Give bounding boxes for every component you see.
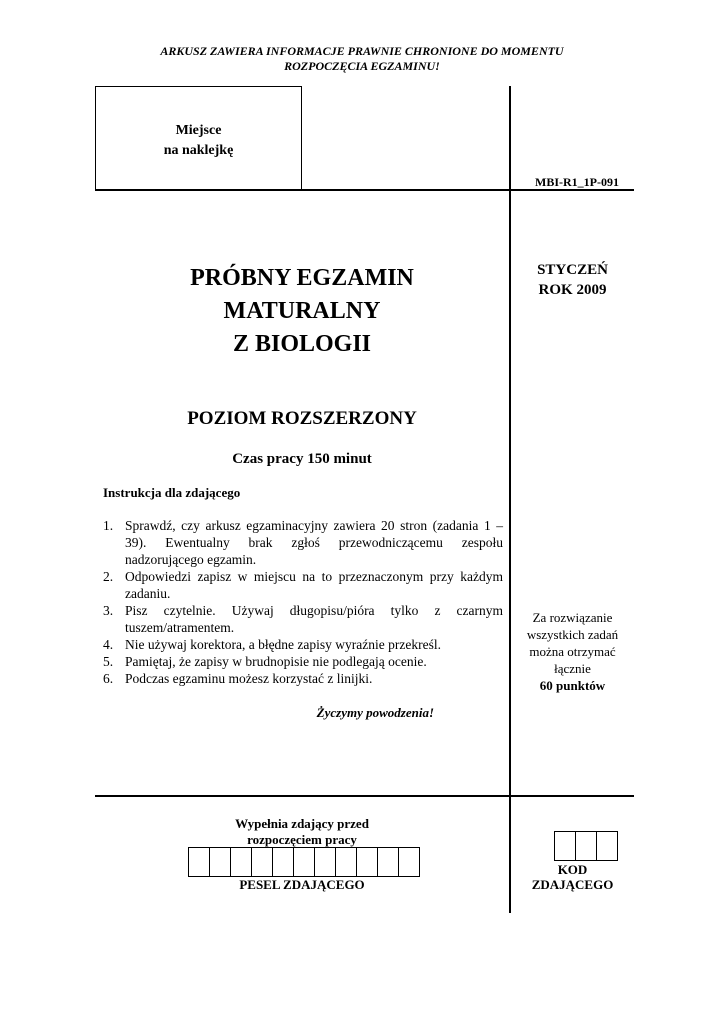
- pesel-digit-box[interactable]: [314, 847, 336, 877]
- legal-notice-line-1: ARKUSZ ZAWIERA INFORMACJE PRAWNIE CHRONIONE DO MOMENTU: [160, 44, 564, 58]
- kod-digit-box[interactable]: [554, 831, 576, 861]
- exam-title-line-2: MATURALNY: [223, 298, 381, 324]
- exam-month: STYCZEŃ: [537, 262, 608, 278]
- legal-notice: [0, 44, 724, 74]
- kod-input-grid: [554, 831, 618, 861]
- pesel-digit-box[interactable]: [377, 847, 399, 877]
- exam-title-line-1: PRÓBNY EGZAMIN: [190, 265, 414, 291]
- exam-time: Czas pracy 150 minut: [232, 451, 372, 467]
- instruction-text: Pamiętaj, że zapisy w brudnopisie nie podlegają ocenie.: [125, 654, 427, 669]
- instruction-item: [103, 653, 503, 670]
- kod-label-line-2: ZDAJĄCEGO: [531, 877, 614, 892]
- kod-digit-box[interactable]: [596, 831, 618, 861]
- exam-title-line-3: Z BIOLOGII: [232, 331, 372, 357]
- points-total: 60 punktów: [539, 678, 606, 693]
- sticker-label-line-2: na naklejkę: [163, 143, 234, 158]
- instruction-item: [103, 670, 503, 687]
- instruction-item: [103, 602, 503, 636]
- bottom-divider: [95, 795, 634, 797]
- pesel-digit-box[interactable]: [272, 847, 294, 877]
- vertical-divider: [509, 86, 511, 913]
- instruction-text: Podczas egzaminu możesz korzystać z linijki.: [125, 671, 373, 686]
- pesel-digit-box[interactable]: [251, 847, 273, 877]
- pesel-label: PESEL ZDAJĄCEGO: [239, 877, 365, 892]
- fill-note-line-1: Wypełnia zdający przed: [235, 816, 369, 831]
- instruction-text: Pisz czytelnie. Używaj długopisu/pióra tylko z czarnym tuszem/atramentem.: [125, 603, 503, 635]
- pesel-digit-box[interactable]: [188, 847, 210, 877]
- instruction-text: Odpowiedzi zapisz w miejscu na to przeznaczonym przy każdym zadaniu.: [125, 569, 503, 601]
- instruction-number: 6.: [103, 671, 114, 686]
- legal-notice-line-2: ROZPOCZĘCIA EGZAMINU!: [284, 59, 440, 73]
- instruction-text: Nie używaj korektora, a błędne zapisy wyraźnie przekreśl.: [125, 637, 441, 652]
- kod-label-line-1: KOD: [557, 862, 588, 877]
- instruction-number: 5.: [103, 654, 114, 669]
- instruction-number: 4.: [103, 637, 114, 652]
- instruction-text: Sprawdź, czy arkusz egzaminacyjny zawiera 20 stron (zadania 1 – 39). Ewentualny brak zgłoś przewodniczącemu zespołu nadzorującego egzamin.: [125, 518, 503, 567]
- pesel-digit-box[interactable]: [398, 847, 420, 877]
- instruction-item: [103, 568, 503, 602]
- exam-level: POZIOM ROZSZERZONY: [187, 408, 417, 429]
- pesel-digit-box[interactable]: [293, 847, 315, 877]
- fill-note-line-2: rozpoczęciem pracy: [247, 832, 357, 847]
- instruction-number: 1.: [103, 518, 114, 533]
- points-info: [511, 609, 634, 694]
- instructions-heading: Instrukcja dla zdającego: [103, 485, 241, 500]
- kod-digit-box[interactable]: [575, 831, 597, 861]
- instruction-number: 3.: [103, 603, 114, 618]
- instruction-item: [103, 517, 503, 568]
- instructions-list: [103, 517, 503, 687]
- kod-label: [511, 862, 634, 892]
- pesel-digit-box[interactable]: [230, 847, 252, 877]
- points-line-2: wszystkich zadań: [526, 627, 619, 642]
- exam-date: [511, 260, 634, 300]
- points-line-1: Za rozwiązanie: [532, 610, 613, 625]
- pesel-digit-box[interactable]: [209, 847, 231, 877]
- exam-title: [95, 262, 509, 361]
- sticker-label-line-1: Miejsce: [175, 123, 222, 138]
- good-luck-wish: Życzymy powodzenia!: [316, 705, 434, 720]
- instruction-item: [103, 636, 503, 653]
- sticker-label: [95, 121, 302, 161]
- pesel-input-grid: [188, 847, 420, 877]
- instruction-number: 2.: [103, 569, 114, 584]
- pesel-digit-box[interactable]: [356, 847, 378, 877]
- fill-note: [188, 816, 416, 848]
- points-line-3: można otrzymać: [529, 644, 616, 659]
- exam-code: MBI-R1_1P-091: [535, 175, 619, 189]
- pesel-digit-box[interactable]: [335, 847, 357, 877]
- points-line-4: łącznie: [554, 661, 591, 676]
- exam-year: ROK 2009: [538, 282, 607, 298]
